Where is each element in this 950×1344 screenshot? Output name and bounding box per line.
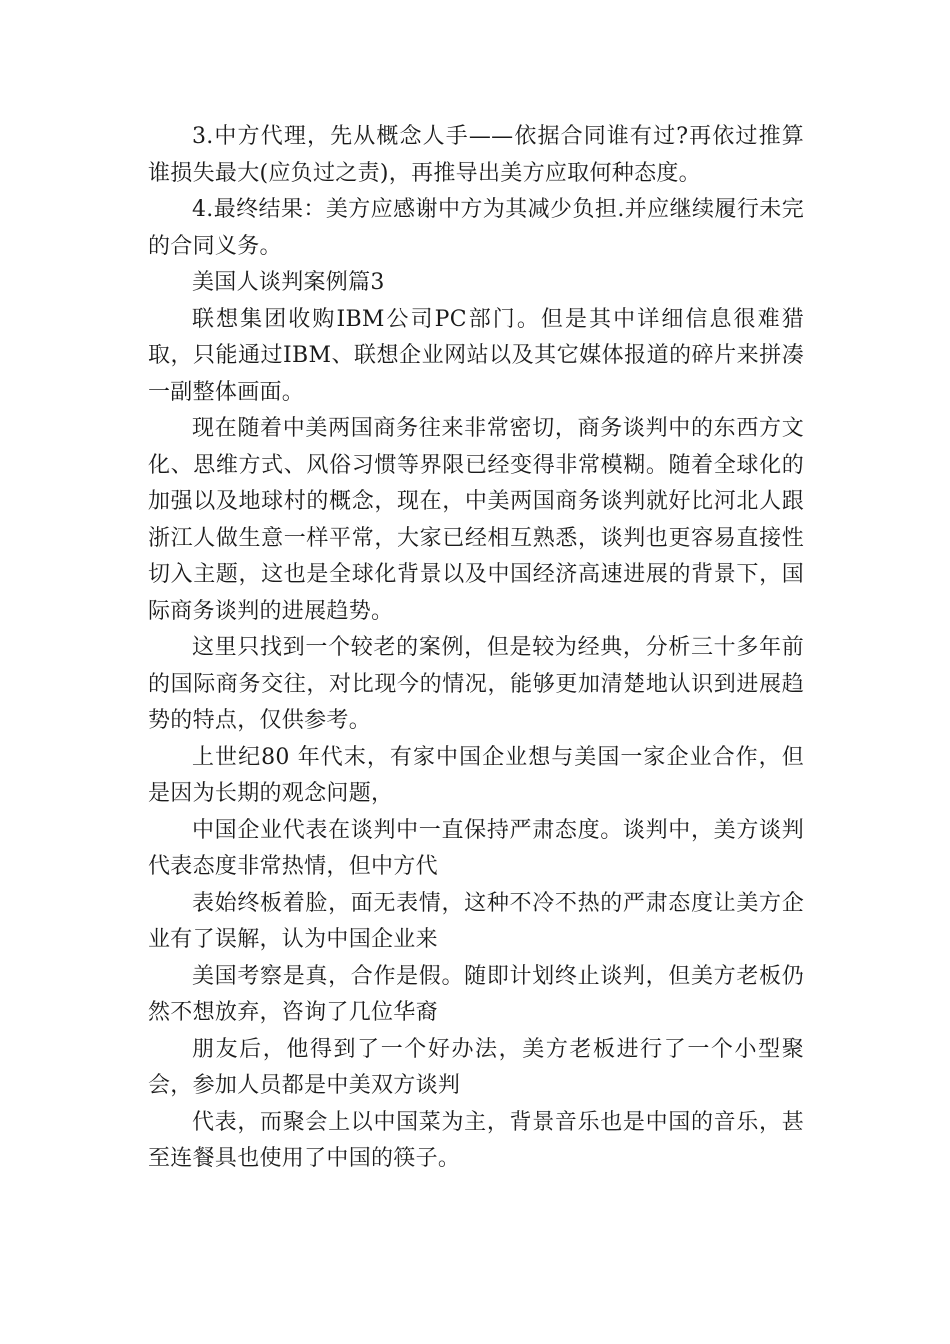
paragraph: 现在随着中美两国商务往来非常密切，商务谈判中的东西方文化、思维方式、风俗习惯等界限已经变得非常模糊。随着全球化的加强以及地球村的概念，现在，中美两国商务谈判就好比河北人跟浙江人做生意一样平常，大家已经相互熟悉，谈判也更容易直接性切入主题，这也是全球化背景以及中国经济高速进展的背景下，国际商务谈判的进展趋势。	[148, 416, 804, 624]
paragraph: 4.最终结果：美方应感谢中方为其减少负担.并应继续履行未完的合同义务。	[148, 197, 804, 259]
paragraph: 中国企业代表在谈判中一直保持严肃态度。谈判中，美方谈判代表态度非常热情，但中方代	[148, 817, 804, 879]
paragraph: 联想集团收购IBM公司PC部门。但是其中详细信息很难猎取，只能通过IBM、联想企业网站以及其它媒体报道的碎片来拼凑一副整体画面。	[148, 306, 804, 405]
paragraph: 朋友后，他得到了一个好办法，美方老板进行了一个小型聚会，参加人员都是中美双方谈判	[148, 1036, 804, 1098]
paragraph: 表始终板着脸，面无表情，这种不冷不热的严肃态度让美方企业有了误解，认为中国企业来	[148, 890, 804, 952]
document-body	[148, 119, 804, 1178]
paragraph: 3.中方代理，先从概念人手——依据合同谁有过?再依过推算谁损失最大(应负过之责)，再推导出美方应取何种态度。	[148, 124, 804, 186]
paragraph: 这里只找到一个较老的案例，但是较为经典，分析三十多年前的国际商务交往，对比现今的情况，能够更加清楚地认识到进展趋势的特点，仅供参考。	[148, 635, 804, 733]
paragraph: 美国考察是真，合作是假。随即计划终止谈判，但美方老板仍然不想放弃，咨询了几位华裔	[148, 963, 804, 1025]
paragraph: 代表，而聚会上以中国菜为主，背景音乐也是中国的音乐，甚至连餐具也使用了中国的筷子。	[148, 1109, 804, 1171]
paragraph: 上世纪80 年代末，有家中国企业想与美国一家企业合作，但是因为长期的观念问题，	[148, 744, 804, 806]
section-heading: 美国人谈判案例篇3	[192, 270, 385, 295]
